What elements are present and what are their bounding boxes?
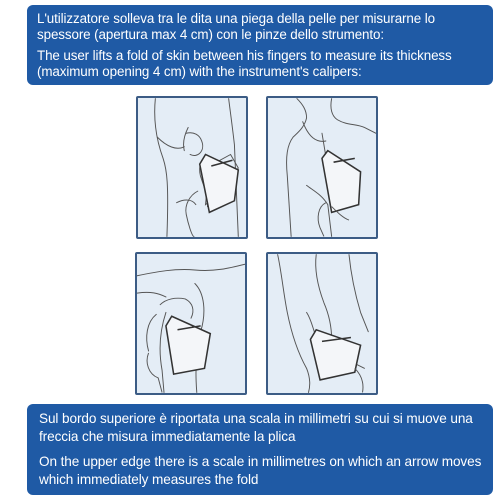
bottom-instruction-banner [27,404,493,495]
caliper-arm-illustration [137,254,245,393]
top-english-text: The user lifts a fold of skin between his fingers to measure its thickness (maximum opening 4 cm) with the instrument's calipers: [37,48,452,79]
bottom-italian-text: Sul bordo superiore è riportata una scala in millimetri su cui si muove una freccia che misura immediatamente la plica [39,411,473,444]
caliper-back-illustration [268,98,376,237]
top-italian-text: L'utilizzatore solleva tra le dita una piega della pelle per misurarne lo spessore (apertura max 4 cm) con le pinze dello strumento: [37,11,435,42]
panel-arm-measurement [135,252,247,395]
caliper-hip-illustration [268,254,376,393]
panel-chest-measurement [136,96,248,239]
panel-hip-measurement [266,252,378,395]
panel-back-measurement [266,96,378,239]
bottom-english-text: On the upper edge there is a scale in millimetres on which an arrow moves which immediately measures the fold [39,454,482,487]
top-instruction-banner [27,5,493,85]
caliper-chest-illustration [138,98,246,237]
